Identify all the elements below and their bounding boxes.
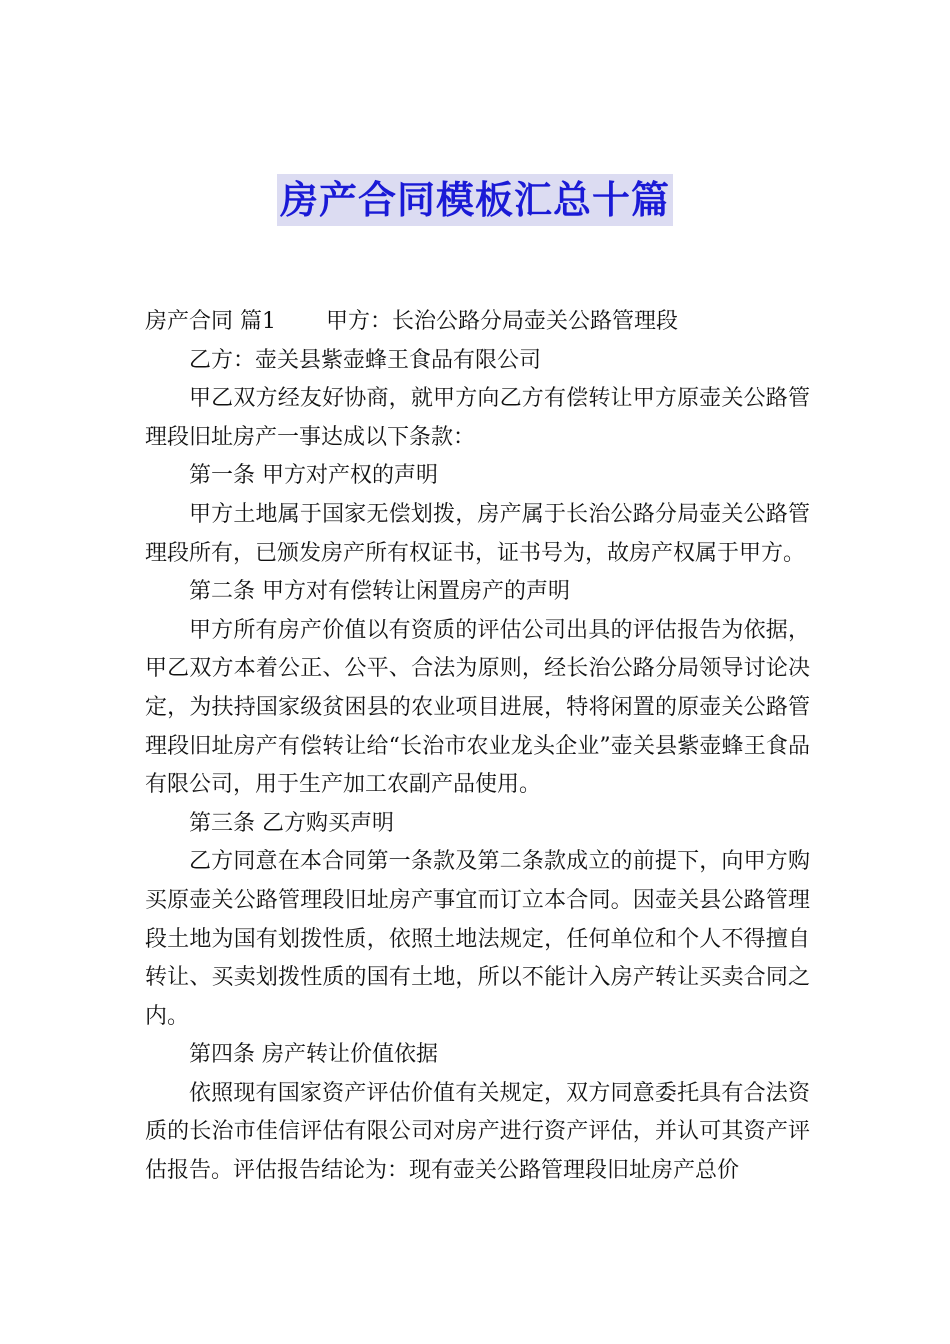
contract-header-line [145,303,810,342]
clause-heading-2: 第二条 甲方对有偿转让闲置房产的声明 [189,579,570,605]
clause-body-3: 乙方同意在本合同第一条款及第二条款成立的前提下，向甲方购买原壶关公路管理段旧址房产事宜而订立本合同。因壶关县公路管理段土地为国有划拨性质，依照土地法规定，任何单位和个人不得擅自转让、买卖划拨性质的国有土地，所以不能计入房产转让买卖合同之内。 [145,849,810,1029]
clause-heading-1: 第一条 甲方对产权的声明 [189,463,438,489]
clause-body-1: 甲方土地属于国家无偿划拨，房产属于长治公路分局壶关公路管理段所有，已颁发房产所有权证书，证书号为，故房产权属于甲方。 [145,501,810,566]
paragraph-intro: 甲乙双方经友好协商，就甲方向乙方有偿转让甲方原壶关公路管理段旧址房产一事达成以下条款： [145,386,810,450]
clause-heading-3: 第三条 乙方购买声明 [189,810,394,836]
clause-heading-4: 第四条 房产转让价值依据 [189,1042,438,1068]
document-title-text: 房产合同模板汇总十篇 [277,174,673,226]
document-body [145,303,810,1191]
paragraph-party-b: 乙方：壶关县紫壶蜂王食品有限公司 [189,347,542,373]
clause-body-2: 甲方所有房产价值以有资质的评估公司出具的评估报告为依据，甲乙双方本着公正、公平、合法为原则，经长治公路分局领导讨论决定，为扶持国家级贫困县的农业项目进展，特将闲置的原壶关公路管理段旧址房产有偿转让给“长治市农业龙头企业”壶关县紫壶蜂王食品有限公司，用于生产加工农副产品使用。 [145,617,810,798]
party-a: 甲方：长治公路分局壶关公路管理段 [326,309,679,334]
document-title [0,174,950,228]
clause-body-4: 依照现有国家资产评估价值有关规定，双方同意委托具有合法资质的长治市佳信评估有限公司对房产进行资产评估，并认可其资产评估报告。评估报告结论为：现有壶关公路管理段旧址房产总价 [145,1080,810,1184]
contract-label: 房产合同 篇1 [145,309,276,334]
